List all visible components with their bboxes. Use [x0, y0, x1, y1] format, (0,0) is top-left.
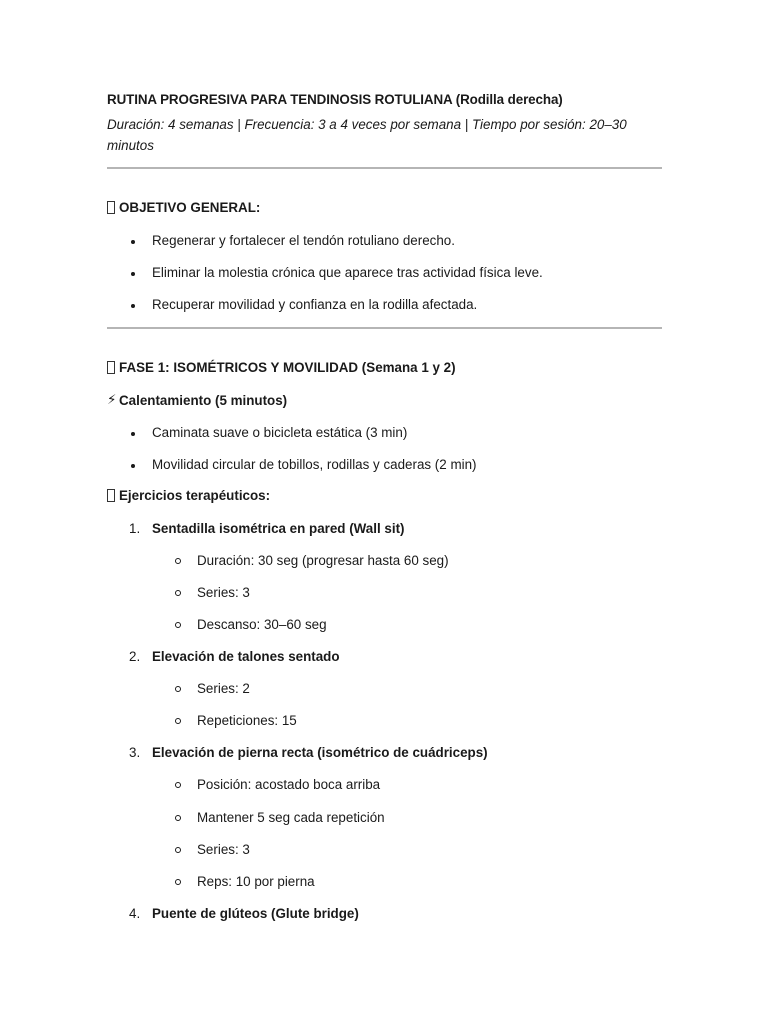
- exercise-number: 1.: [129, 521, 141, 536]
- exercises-heading-text: Ejercicios terapéuticos:: [119, 488, 271, 503]
- exercise-name: Puente de glúteos (Glute bridge): [152, 906, 359, 921]
- sub-bullet-icon: [175, 782, 181, 788]
- phase1-heading-text: FASE 1: ISOMÉTRICOS Y MOVILIDAD (Semana 1 y 2): [119, 360, 456, 375]
- sub-bullet-icon: [175, 815, 181, 821]
- exercise-number: 3.: [129, 745, 141, 760]
- bullet-icon: [131, 432, 135, 436]
- exercise-detail-text: Duración: 30 seg (progresar hasta 60 seg): [197, 553, 449, 568]
- sub-bullet-icon: [175, 558, 181, 564]
- list-item-text: Recuperar movilidad y confianza en la rodilla afectada.: [152, 297, 478, 312]
- exercise-number: 4.: [129, 906, 141, 921]
- exercise-name: Sentadilla isométrica en pared (Wall sit): [152, 521, 405, 536]
- exercises-heading: [107, 488, 270, 503]
- divider: [107, 327, 662, 329]
- exercise-name: Elevación de pierna recta (isométrico de cuádriceps): [152, 745, 488, 760]
- exercise-detail-text: Series: 2: [197, 681, 250, 696]
- exercise-detail-text: Posición: acostado boca arriba: [197, 777, 381, 792]
- lightning-icon: ⚡: [107, 392, 117, 407]
- sub-bullet-icon: [175, 686, 181, 692]
- list-item-text: Regenerar y fortalecer el tendón rotuliano derecho.: [152, 233, 455, 248]
- bullet-icon: [131, 272, 135, 276]
- list-item-text: Eliminar la molestia crónica que aparece tras actividad física leve.: [152, 265, 543, 280]
- exercise-detail-text: Series: 3: [197, 585, 250, 600]
- bullet-icon: [131, 240, 135, 244]
- sub-bullet-icon: [175, 590, 181, 596]
- list-item-text: Caminata suave o bicicleta estática (3 min): [152, 425, 408, 440]
- sub-bullet-icon: [175, 879, 181, 885]
- objective-heading-text: OBJETIVO GENERAL:: [119, 200, 261, 215]
- exercise-icon: [107, 489, 115, 502]
- exercise-number: 2.: [129, 649, 141, 664]
- warmup-heading-text: Calentamiento (5 minutos): [119, 392, 288, 408]
- document-title: RUTINA PROGRESIVA PARA TENDINOSIS ROTULIANA (Rodilla derecha): [107, 92, 563, 107]
- warmup-heading: [107, 392, 287, 408]
- sub-bullet-icon: [175, 622, 181, 628]
- objective-heading: [107, 200, 260, 215]
- document-subtitle: Duración: 4 semanas | Frecuencia: 3 a 4 veces por semana | Tiempo por sesión: 20–30 minutos: [107, 117, 627, 153]
- target-icon: [107, 201, 115, 214]
- exercise-detail-text: Repeticiones: 15: [197, 713, 297, 728]
- divider: [107, 167, 662, 169]
- list-item-text: Movilidad circular de tobillos, rodillas y caderas (2 min): [152, 457, 477, 472]
- exercise-detail-text: Descanso: 30–60 seg: [197, 617, 327, 632]
- exercise-detail-text: Reps: 10 por pierna: [197, 874, 315, 889]
- exercise-name: Elevación de talones sentado: [152, 649, 340, 664]
- phase-icon: [107, 361, 115, 374]
- sub-bullet-icon: [175, 847, 181, 853]
- sub-bullet-icon: [175, 718, 181, 724]
- bullet-icon: [131, 304, 135, 308]
- exercise-detail-text: Mantener 5 seg cada repetición: [197, 810, 385, 825]
- phase1-heading: [107, 360, 456, 375]
- exercise-detail-text: Series: 3: [197, 842, 250, 857]
- bullet-icon: [131, 464, 135, 468]
